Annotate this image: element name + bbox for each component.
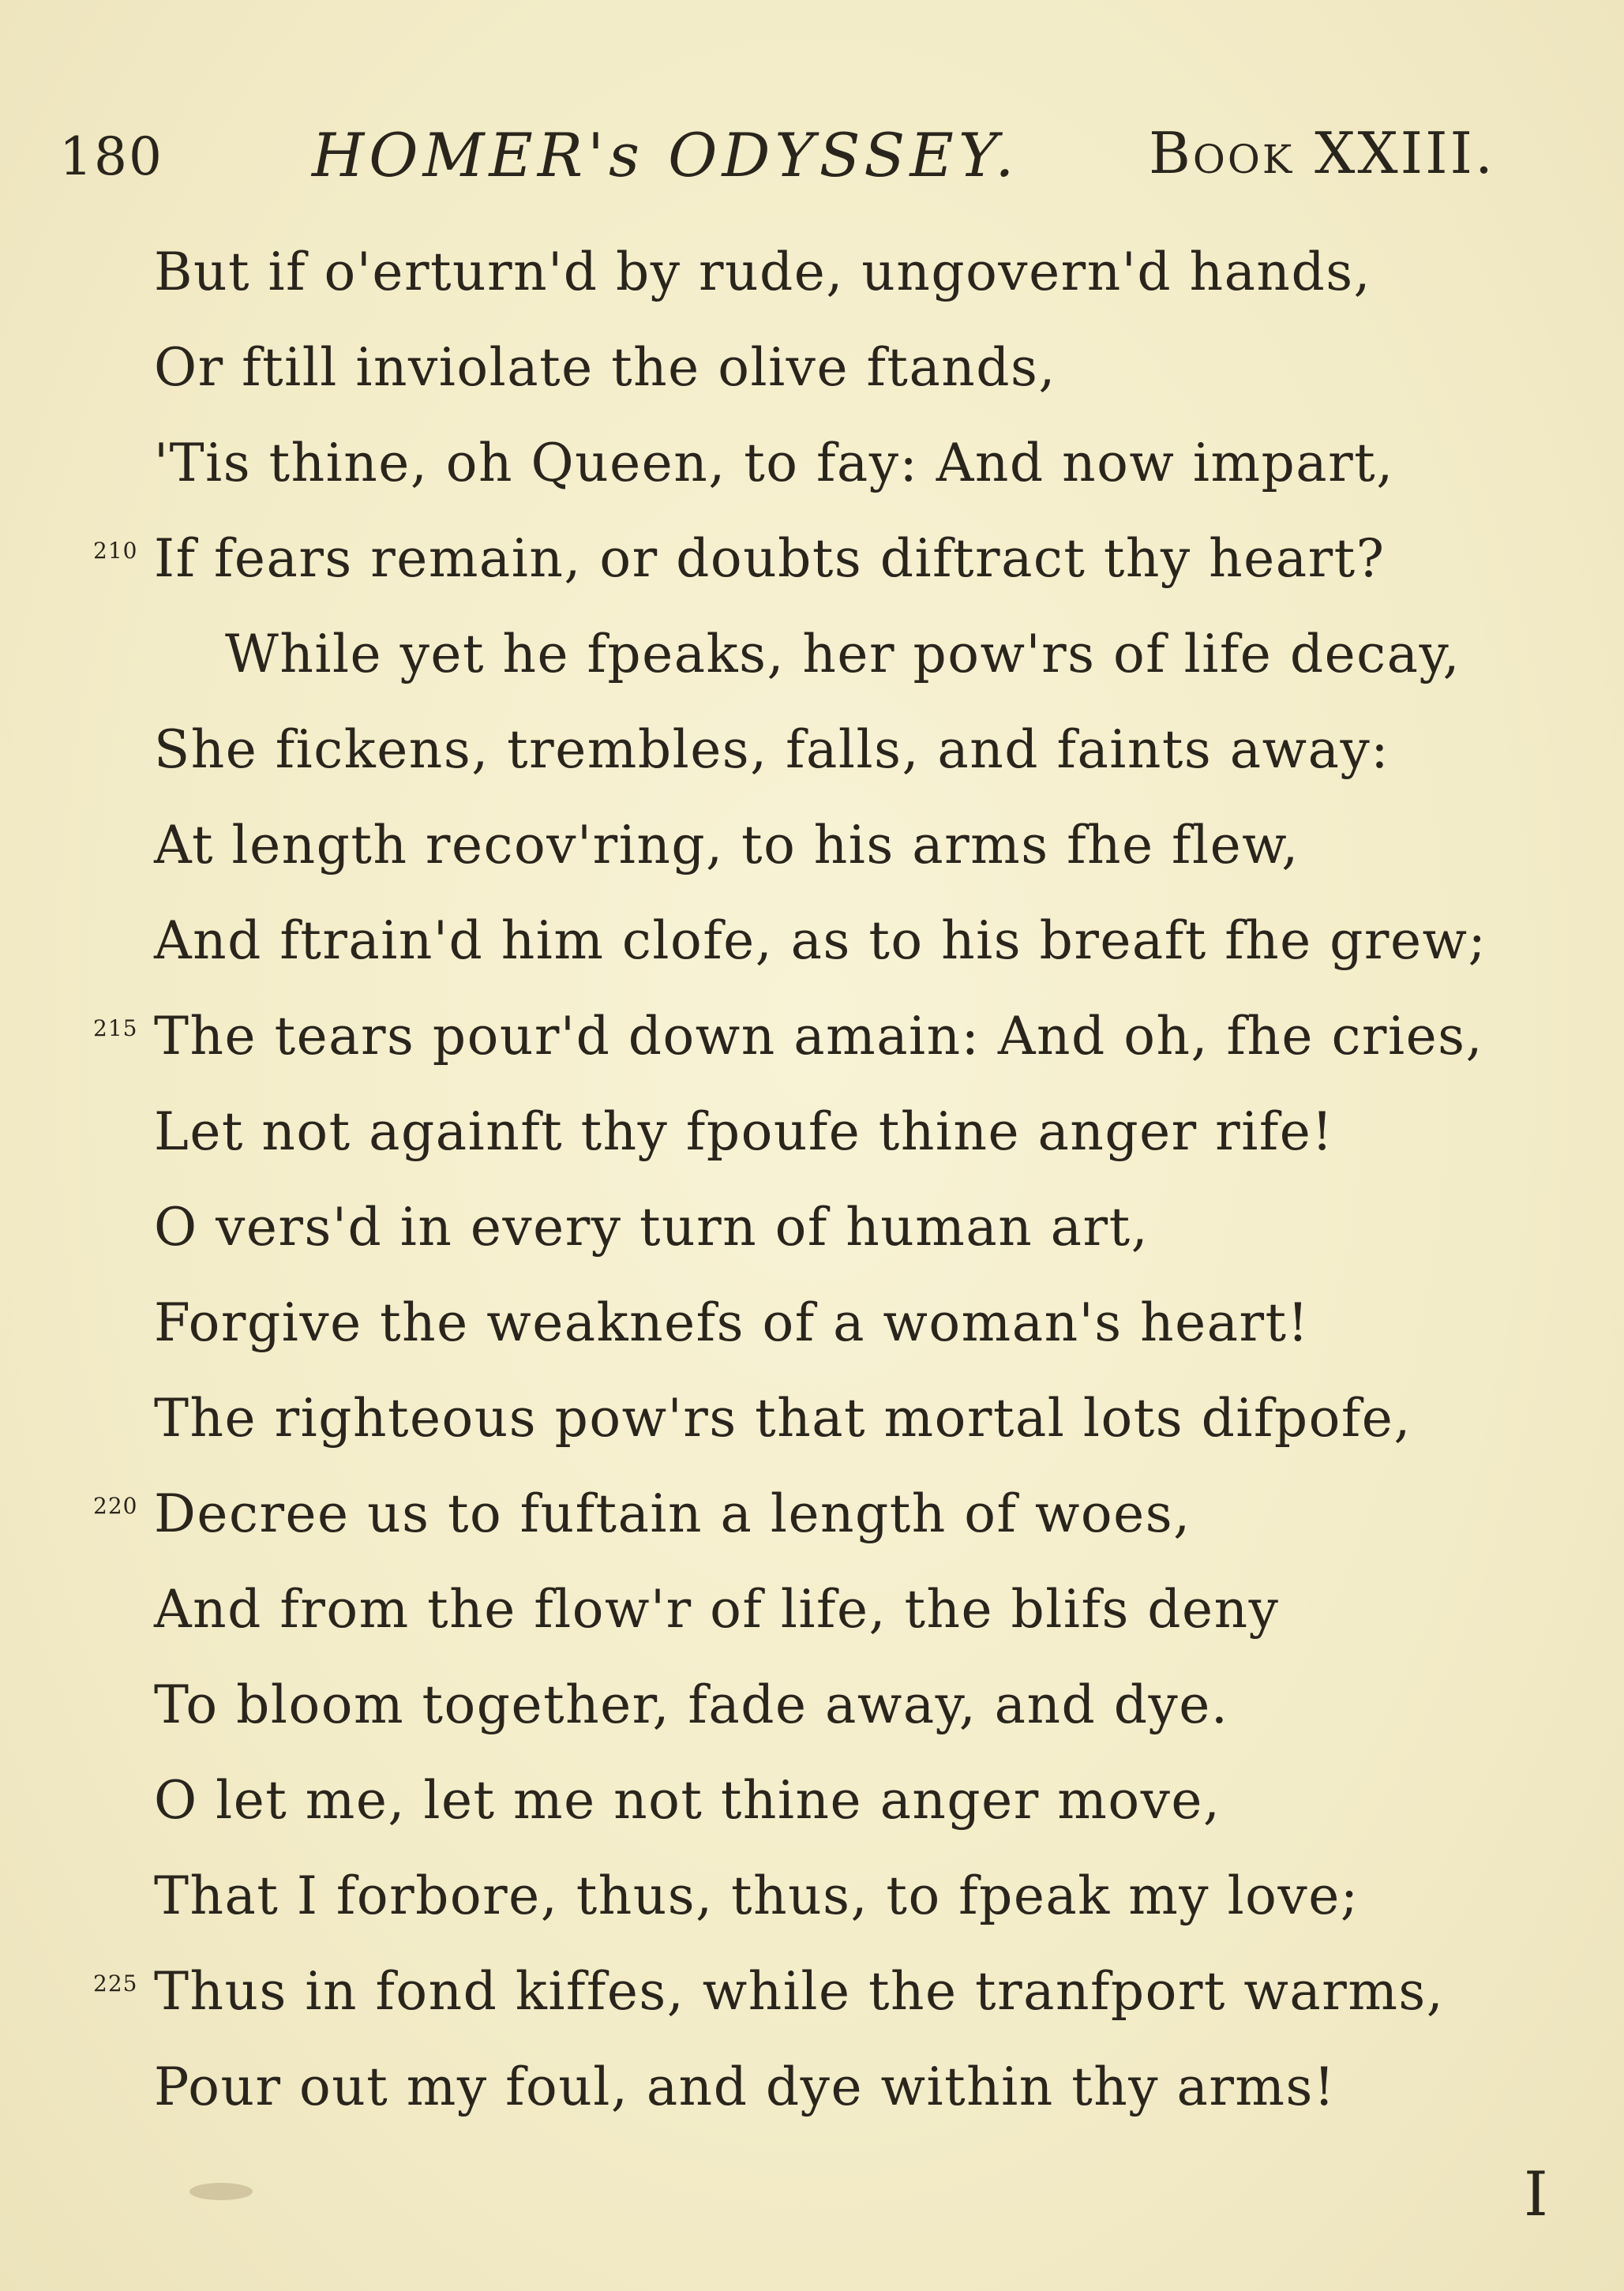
verse-line [0, 906, 1624, 1000]
verse-line [0, 523, 1624, 618]
verse-line [0, 1001, 1624, 1096]
verse-line [0, 1192, 1624, 1287]
line-number: 225 [93, 1970, 138, 1997]
line-text: Or ftill inviolate the olive ftands, [154, 337, 1056, 398]
book-label: Book XXIII. [1149, 120, 1495, 186]
verse-line [0, 2052, 1624, 2147]
line-text: To bloom together, fade away, and dye. [154, 1674, 1229, 1735]
verse-line [0, 1288, 1624, 1382]
verse-line [0, 1383, 1624, 1478]
line-text: She fickens, trembles, falls, and faints away: [154, 719, 1390, 780]
line-text: That I forbore, thus, thus, to fpeak my love; [154, 1865, 1360, 1926]
line-text: But if o'erturn'd by rude, ungovern'd hands, [154, 242, 1372, 302]
line-text: At length recov'ring, to his arms fhe flew, [154, 815, 1300, 876]
page-number: 180 [59, 126, 163, 187]
verse-line [0, 714, 1624, 809]
verse-line [0, 1479, 1624, 1573]
line-text: O vers'd in every turn of human art, [154, 1197, 1150, 1258]
line-number: 210 [93, 538, 138, 564]
verse-line [0, 237, 1624, 332]
line-text: Let not againft thy fpoufe thine anger rife! [154, 1101, 1334, 1162]
line-text: While yet he fpeaks, her pow'rs of life decay, [225, 624, 1461, 684]
line-text: If fears remain, or doubts diftract thy heart? [154, 528, 1386, 589]
verse-line [0, 1861, 1624, 1955]
line-text: O let me, let me not thine anger move, [154, 1770, 1221, 1831]
line-text: Decree us to fuftain a length of woes, [154, 1483, 1191, 1544]
verse-line [0, 332, 1624, 427]
line-text: The righteous pow'rs that mortal lots difpofe, [154, 1388, 1412, 1449]
verse-line [0, 1097, 1624, 1191]
line-text: And ftrain'd him clofe, as to his breaft fhe grew; [154, 910, 1487, 971]
verse-line [0, 1574, 1624, 1669]
running-title: HOMER's ODYSSEY. [312, 120, 1019, 190]
verse-line [0, 810, 1624, 905]
line-text: Thus in fond kiffes, while the tranfport warms, [154, 1961, 1445, 2022]
line-number: 220 [93, 1493, 138, 1519]
line-text: Pour out my foul, and dye within thy arms! [154, 2057, 1336, 2117]
verse-line [0, 619, 1624, 714]
signature-mark: I [1524, 2159, 1548, 2230]
line-text: The tears pour'd down amain: And oh, fhe cries, [154, 1006, 1483, 1067]
line-text: 'Tis thine, oh Queen, to fay: And now impart, [154, 433, 1394, 493]
verse-line [0, 1956, 1624, 2051]
line-text: And from the flow'r of life, the blifs deny [154, 1579, 1280, 1640]
verse-line [0, 1670, 1624, 1764]
verse-line [0, 1765, 1624, 1860]
page-header [0, 111, 1624, 205]
line-text: Forgive the weaknefs of a woman's heart! [154, 1292, 1310, 1353]
verse-line [0, 428, 1624, 523]
line-number: 215 [93, 1015, 138, 1041]
ink-smudge [189, 2183, 253, 2200]
